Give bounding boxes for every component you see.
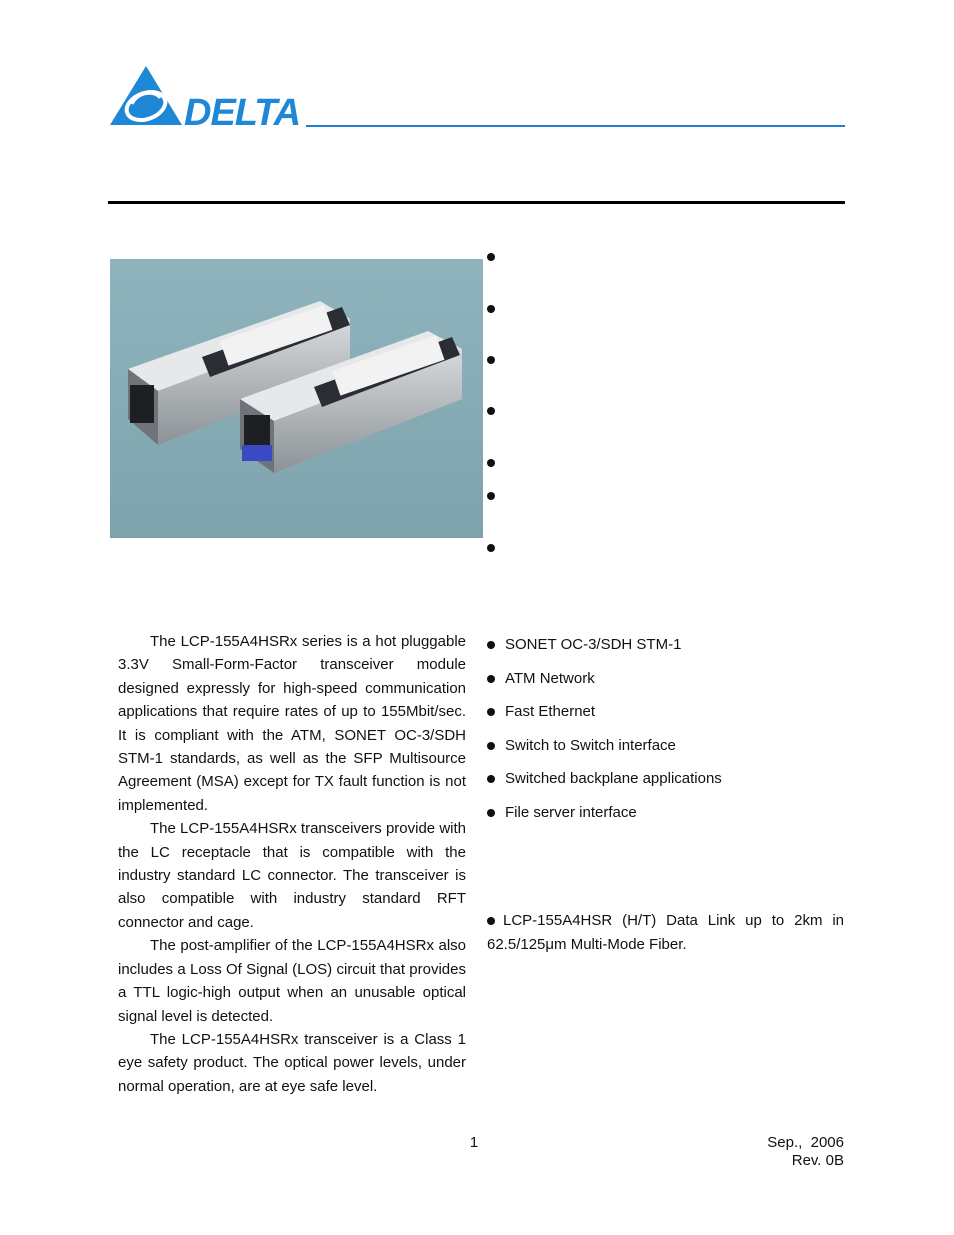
description	[118, 630, 466, 1098]
application-item: Fast Ethernet	[487, 703, 595, 721]
description-paragraph: The LCP-155A4HSRx series is a hot pluggable 3.3V Small-Form-Factor transceiver module designed expressly for high-speed communication applications that require rates of up to 155Mbit/sec. It is compliant with the ATM, SONET OC-3/SDH STM-1 standards, as well as the SFP Multisource Agreement (MSA) except for TX fault function is not implemented.	[118, 633, 466, 814]
description-paragraph: The LCP-155A4HSRx transceivers provide with the LC receptacle that is compatible with the industry standard LC connector. The transceiver is also compatible with industry standard RFT connector and cage.	[118, 820, 466, 931]
product-photo	[110, 259, 483, 538]
bullet-icon	[487, 675, 495, 683]
feature-bullet	[487, 305, 495, 313]
feature-bullet	[487, 459, 495, 467]
header-black-rule	[108, 201, 845, 204]
description-paragraph: The post-amplifier of the LCP-155A4HSRx also includes a Loss Of Signal (LOS) circuit that provides a TTL logic-high output when an unusable optical signal level is detected.	[118, 937, 466, 1025]
application-item: SONET OC-3/SDH STM-1	[487, 636, 681, 654]
bullet-icon	[487, 708, 495, 716]
feature-bullet	[487, 356, 495, 364]
feature-bullet	[487, 544, 495, 552]
application-item: Switch to Switch interface	[487, 737, 676, 755]
footer-revision: Rev. 0B	[791, 1152, 844, 1169]
bullet-icon	[487, 742, 495, 750]
performance-text: LCP-155A4HSR (H/T) Data Link up to 2km in 62.5/125μm Multi-Mode Fiber.	[487, 912, 844, 953]
feature-bullet	[487, 407, 495, 415]
description-paragraph: The LCP-155A4HSRx transceiver is a Class 1 eye safety product. The optical power levels, under normal operation, are at eye safe level.	[118, 1030, 466, 1095]
delta-logo	[108, 64, 304, 128]
application-item: Switched backplane applications	[487, 770, 722, 788]
application-item: File server interface	[487, 804, 637, 822]
bullet-icon	[487, 641, 495, 649]
feature-bullet	[487, 492, 495, 500]
footer-date: Sep., 2006	[767, 1134, 844, 1151]
bullet-icon	[487, 809, 495, 817]
header-blue-rule	[306, 125, 845, 127]
page-number: 1	[469, 1134, 479, 1151]
application-item: ATM Network	[487, 670, 595, 688]
feature-bullet	[487, 253, 495, 261]
svg-text:DELTA: DELTA	[184, 92, 301, 128]
bullet-icon	[487, 775, 495, 783]
